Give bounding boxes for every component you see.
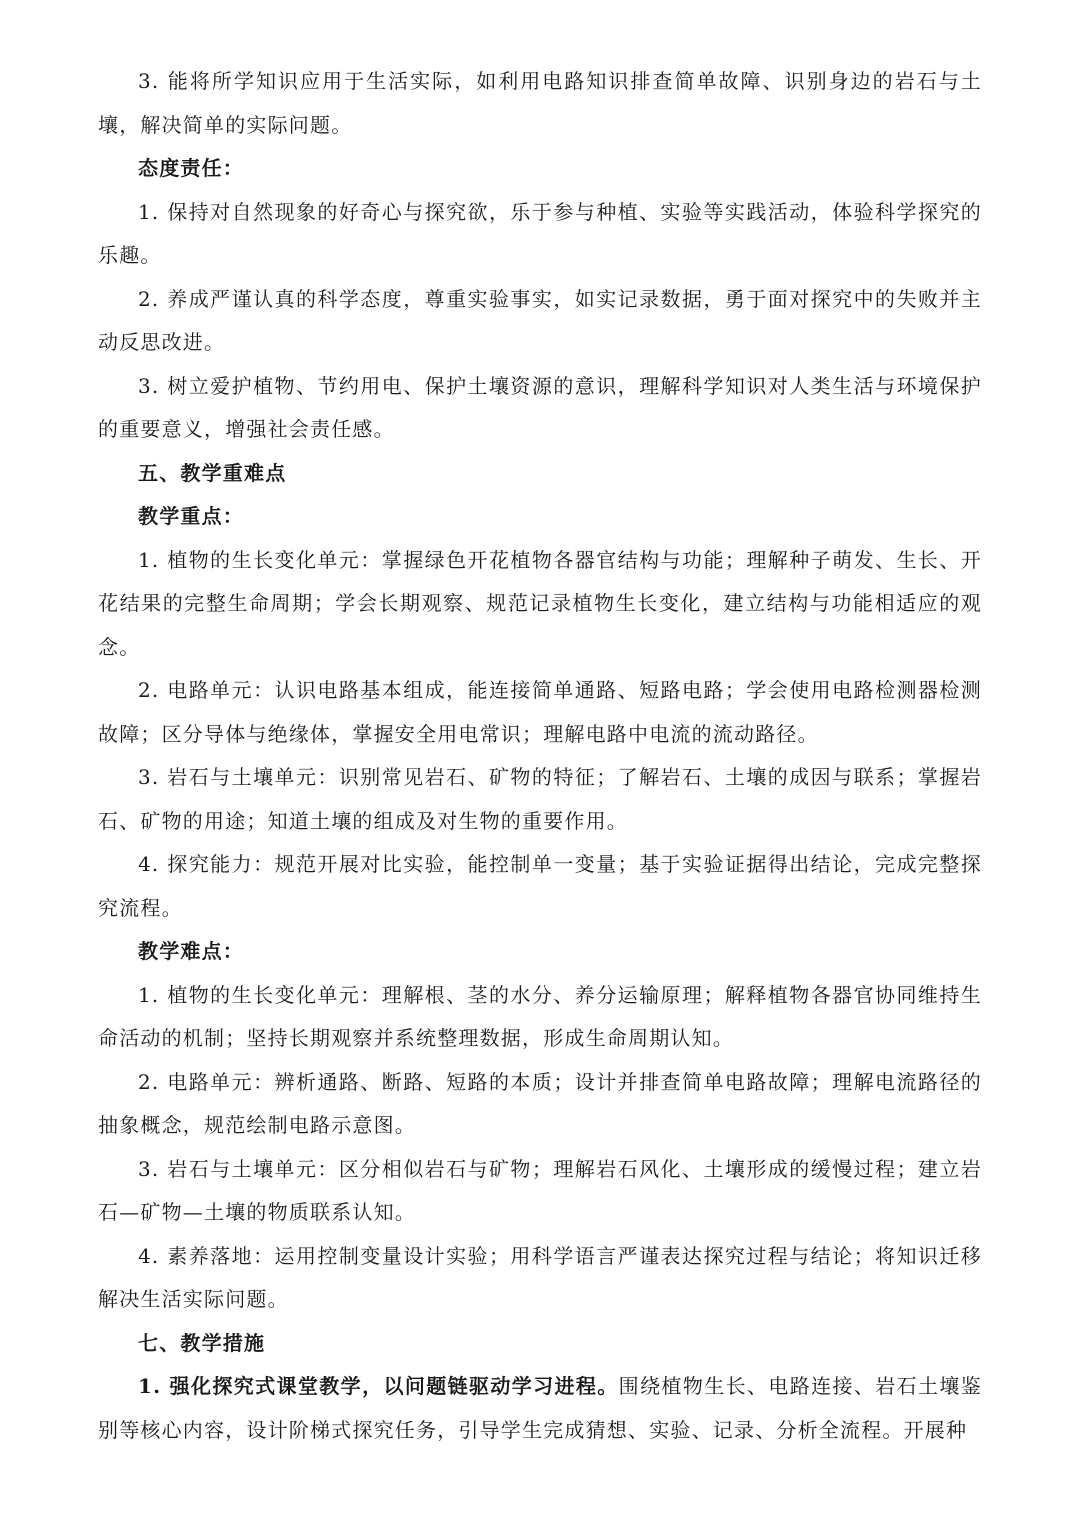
- section-5-heading: 五、教学重难点: [138, 460, 287, 485]
- difficult-point-item-3: 3. 岩石与土壤单元：区分相似岩石与矿物；理解岩石风化、土壤形成的缓慢过程；建立岩石—矿物—土壤的物质联系认知。: [98, 1156, 982, 1224]
- attitude-item-2: 2. 养成严谨认真的科学态度，尊重实验事实，如实记录数据，勇于面对探究中的失败并主动反思改进。: [98, 286, 982, 354]
- skills-item-3: 3. 能将所学知识应用于生活实际，如利用电路知识排查简单故障、识别身边的岩石与土壤，解决简单的实际问题。: [98, 69, 982, 137]
- difficult-point-item-1: 1. 植物的生长变化单元：理解根、茎的水分、养分运输原理；解释植物各器官协同维持生命活动的机制；坚持长期观察并系统整理数据，形成生命周期认知。: [98, 982, 982, 1050]
- key-point-item-4: 4. 探究能力：规范开展对比实验，能控制单一变量；基于实验证据得出结论，完成完整探究流程。: [98, 852, 982, 920]
- measure-item-1-body: 围绕植物生长、电路连接、岩石土壤鉴别等核心内容，设计阶梯式探究任务，引导学生完成猜想、实验、记录、分析全流程。开展种: [98, 1374, 982, 1442]
- key-point-item-3: 3. 岩石与土壤单元：识别常见岩石、矿物的特征；了解岩石、土壤的成因与联系；掌握岩石、矿物的用途；知道土壤的组成及对生物的重要作用。: [98, 765, 982, 833]
- key-points-heading: 教学重点：: [138, 504, 244, 528]
- measure-item-1: [98, 1365, 982, 1452]
- document-page: [98, 60, 982, 1452]
- difficult-point-item-4: 4. 素养落地：运用控制变量设计实验；用科学语言严谨表达探究过程与结论；将知识迁移解决生活实际问题。: [98, 1243, 982, 1311]
- key-point-item-2: 2. 电路单元：认识电路基本组成，能连接简单通路、短路电路；学会使用电路检测器检测故障；区分导体与绝缘体，掌握安全用电常识；理解电路中电流的流动路径。: [98, 678, 982, 746]
- difficult-point-item-2: 2. 电路单元：辨析通路、断路、短路的本质；设计并排查简单电路故障；理解电流路径的抽象概念，规范绘制电路示意图。: [98, 1069, 982, 1137]
- key-point-item-1: 1. 植物的生长变化单元：掌握绿色开花植物各器官结构与功能；理解种子萌发、生长、开花结果的完整生命周期；学会长期观察、规范记录植物生长变化，建立结构与功能相适应的观念。: [98, 547, 982, 659]
- attitude-heading: 态度责任：: [138, 156, 244, 180]
- difficult-points-heading: 教学难点：: [138, 939, 244, 963]
- attitude-item-3: 3. 树立爱护植物、节约用电、保护土壤资源的意识，理解科学知识对人类生活与环境保护的重要意义，增强社会责任感。: [98, 373, 982, 441]
- section-7-heading: 七、教学措施: [138, 1330, 266, 1355]
- attitude-item-1: 1. 保持对自然现象的好奇心与探究欲，乐于参与种植、实验等实践活动，体验科学探究的乐趣。: [98, 199, 982, 267]
- measure-item-1-lead: 1. 强化探究式课堂教学，以问题链驱动学习进程。: [138, 1374, 619, 1398]
